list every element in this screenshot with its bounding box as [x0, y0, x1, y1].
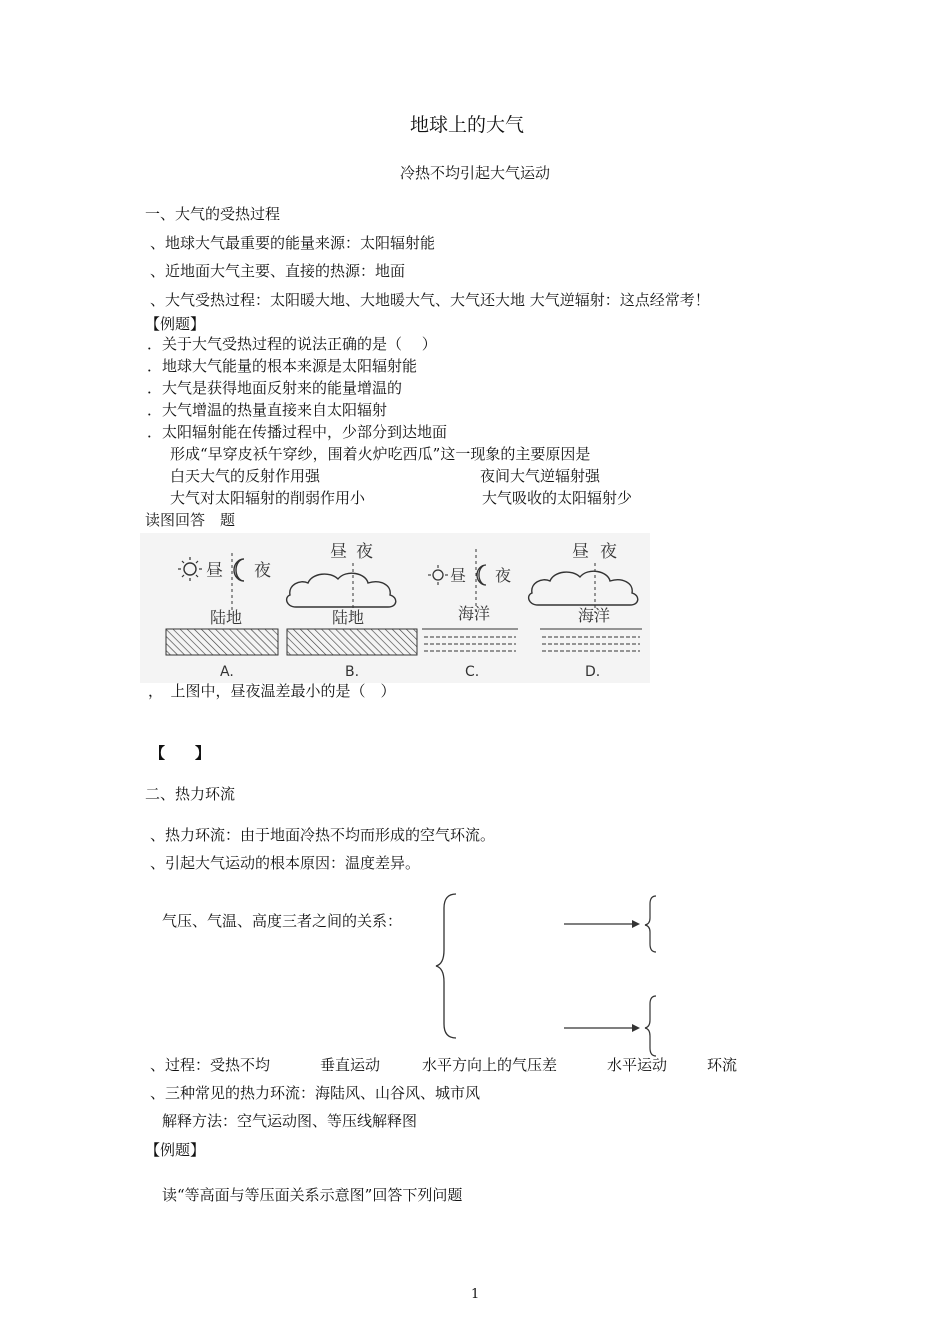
example-label-1: 【例题】 — [145, 315, 206, 333]
label-c: C. — [465, 664, 480, 680]
process-step-2: 水平方向上的气压差 — [422, 1056, 558, 1074]
day-night-figure — [140, 533, 650, 683]
label-a: A. — [220, 664, 234, 680]
land-label: 陆地 — [332, 608, 365, 627]
process-step-3: 水平运动 — [607, 1056, 668, 1074]
question2-option-b: 夜间大气逆辐射强 — [480, 467, 601, 485]
day-label: 昼 — [450, 566, 467, 585]
section1-point1: 、地球大气最重要的能量来源：太阳辐射能 — [150, 234, 436, 252]
question2-option-a: 白天大气的反射作用强 — [170, 467, 321, 485]
night-label: 夜 — [254, 561, 271, 581]
land-label: 陆地 — [210, 608, 243, 627]
question3: ， 上图中，昼夜温差最小的是（ ） — [148, 682, 396, 700]
question2-option-d: 大气吸收的太阳辐射少 — [482, 489, 633, 507]
day-label: 昼 — [330, 542, 347, 562]
night-label: 夜 — [356, 542, 373, 562]
small-brace-2 — [645, 996, 656, 1056]
section1-point3: 、大气受热过程：太阳暖大地、大地暖大气、大气还大地 大气逆辐射：这点经常考！ — [150, 291, 710, 309]
question1: ．关于大气受热过程的说法正确的是（ ） — [147, 335, 437, 353]
process-step-4: 环流 — [707, 1056, 738, 1074]
read-question: 读“等高面与等压面关系示意图”回答下列问题 — [162, 1186, 463, 1204]
section2-heading: 二、热力环流 — [145, 785, 236, 803]
section1-heading: 一、大气的受热过程 — [145, 205, 281, 223]
day-label: 昼 — [206, 561, 223, 581]
small-brace-1 — [645, 896, 656, 952]
question1-option-a: ．地球大气能量的根本来源是太阳辐射能 — [147, 357, 418, 375]
question2: 形成“早穿皮袄午穿纱，围着火炉吃西瓜”这一现象的主要原因是 — [170, 445, 591, 463]
section2-point2: 、引起大气运动的根本原因：温度差异。 — [150, 854, 421, 872]
label-d: D. — [585, 664, 601, 680]
ocean-label: 海洋 — [458, 604, 491, 623]
section2-point5: 解释方法：空气运动图、等压线解释图 — [162, 1112, 418, 1130]
ocean-label: 海洋 — [578, 606, 611, 625]
section2-point1: 、热力环流：由于地面冷热不均而形成的空气环流。 — [150, 826, 496, 844]
process-step-1: 垂直运动 — [320, 1056, 381, 1074]
question2-option-c: 大气对太阳辐射的削弱作用小 — [170, 489, 366, 507]
relation-label: 气压、气温、高度三者之间的关系： — [162, 912, 403, 930]
night-label: 夜 — [495, 566, 512, 585]
page-title: 地球上的大气 — [410, 114, 525, 136]
relation-diagram — [430, 880, 870, 1060]
page-number: 1 — [471, 1287, 480, 1302]
section2-point4: 、三种常见的热力环流：海陆风、山谷风、城市风 — [150, 1084, 481, 1102]
read-figure-instruction: 读图回答 题 — [145, 511, 236, 529]
question1-option-b: ．大气是获得地面反射来的能量增温的 — [147, 379, 403, 397]
page-subtitle: 冷热不均引起大气运动 — [400, 164, 551, 182]
label-b: B. — [345, 664, 360, 680]
section1-point2: 、近地面大气主要、直接的热源：地面 — [150, 262, 406, 280]
answer-bracket: 【 】 — [150, 744, 211, 762]
process-prefix: 、过程：受热不均 — [150, 1056, 271, 1074]
question1-option-d: ．太阳辐射能在传播过程中，少部分到达地面 — [147, 423, 448, 441]
question1-option-c: ．大气增温的热量直接来自太阳辐射 — [147, 401, 388, 419]
example-label-2: 【例题】 — [145, 1141, 206, 1159]
process-line — [150, 1056, 738, 1074]
night-label: 夜 — [600, 542, 617, 562]
big-brace — [436, 894, 456, 1038]
day-label: 昼 — [572, 542, 589, 562]
